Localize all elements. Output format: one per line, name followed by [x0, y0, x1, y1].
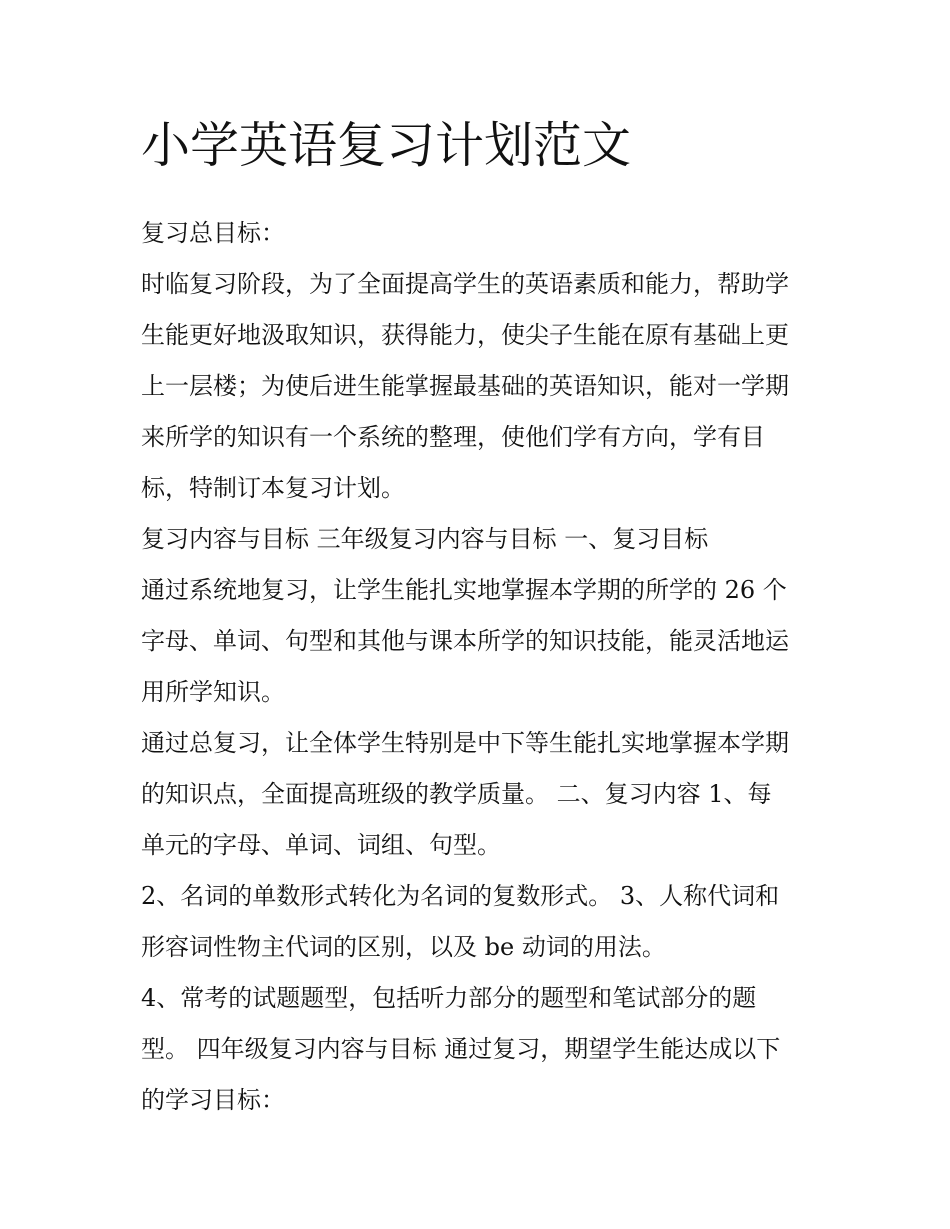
text-line: 标，特制订本复习计划。 — [141, 474, 405, 502]
text-line: 上一层楼；为使后进生能掌握最基础的英语知识，能对一学期 — [141, 372, 789, 400]
text-line: 生能更好地汲取知识，获得能力，使尖子生能在原有基础上更 — [141, 321, 789, 349]
document-body — [141, 112, 821, 1126]
text-line: 形容词性物主代词的区别，以及 be 动词的用法。 — [141, 933, 666, 961]
text-lines — [141, 208, 821, 1126]
text-line: 单元的字母、单词、词组、句型。 — [141, 831, 501, 859]
text-line: 的学习目标： — [141, 1086, 285, 1114]
text-line: 4、常考的试题题型，包括听力部分的题型和笔试部分的题 — [141, 984, 757, 1012]
text-line: 通过总复习，让全体学生特别是中下等生能扎实地掌握本学期 — [141, 729, 789, 757]
text-line: 用所学知识。 — [141, 678, 285, 706]
text-line: 来所学的知识有一个系统的整理，使他们学有方向，学有目 — [141, 423, 765, 451]
text-line: 复习内容与目标 三年级复习内容与目标 一、复习目标 — [141, 525, 709, 553]
text-line: 复习总目标： — [141, 219, 285, 247]
text-line: 时临复习阶段，为了全面提高学生的英语素质和能力，帮助学 — [141, 270, 789, 298]
text-line: 2、名词的单数形式转化为名词的复数形式。 3、人称代词和 — [141, 882, 780, 910]
text-line: 型。 四年级复习内容与目标 通过复习，期望学生能达成以下 — [141, 1035, 781, 1063]
text-line: 通过系统地复习，让学生能扎实地掌握本学期的所学的 26 个 — [141, 576, 787, 604]
text-line: 字母、单词、句型和其他与课本所学的知识技能，能灵活地运 — [141, 627, 789, 655]
text-line: 的知识点，全面提高班级的教学质量。 二、复习内容 1、每 — [141, 780, 772, 808]
document-title: 小学英语复习计划范文 — [141, 117, 632, 174]
